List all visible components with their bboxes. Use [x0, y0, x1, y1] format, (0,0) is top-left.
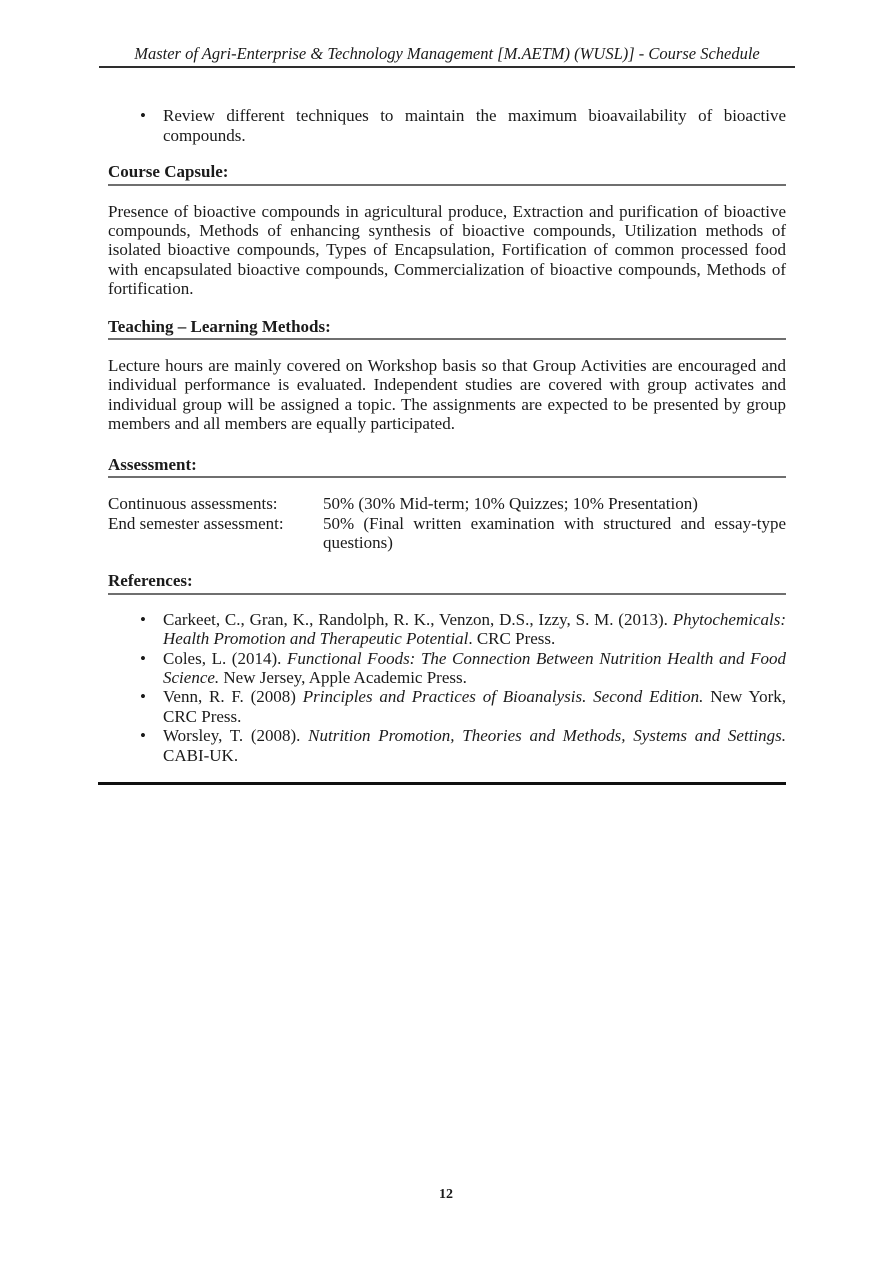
assessment-row [108, 494, 786, 513]
bullet-icon: • [140, 648, 146, 668]
reference-item [108, 610, 786, 649]
page-content [108, 106, 786, 785]
assessment-value: 50% (Final written examination with structured and essay-type questions) [323, 513, 786, 552]
reference-text [163, 649, 786, 687]
page-number: 12 [439, 1187, 453, 1202]
page-header-title: Master of Agri-Enterprise & Technology Management [M.AETM) (WUSL)] - Course Schedule [99, 0, 795, 68]
reference-authors: Coles, L. (2014). [163, 648, 287, 668]
assessment-row [108, 514, 786, 553]
section-heading-course-capsule: Course Capsule: [108, 162, 786, 185]
section-heading-teaching-methods: Teaching – Learning Methods: [108, 317, 786, 340]
intro-bullet-item [108, 106, 786, 145]
reference-authors: Venn, R. F. (2008) [163, 687, 303, 707]
section-heading-assessment: Assessment: [108, 455, 786, 478]
reference-item [108, 687, 786, 726]
reference-text [163, 687, 786, 725]
references-list [108, 610, 786, 765]
reference-item [108, 649, 786, 688]
reference-title: Functional Foods: The Connection Between Nutrition Health and Food Science. [163, 648, 786, 687]
course-capsule-body: Presence of bioactive compounds in agricultural produce, Extraction and purification of bioactive compounds, Methods of enhancing synthesis of bioactive compounds, Utilization methods of isolated bioactive compounds, Types of Encapsulation, Fortification of common processed food with encapsulated bioactive compounds, Commercialization of bioactive compounds, Methods of fortification. [108, 201, 786, 299]
intro-bullet-text: Review different techniques to maintain the maximum bioavailability of bioactive compounds. [163, 106, 786, 145]
assessment-label: Continuous assessments: [108, 494, 278, 514]
reference-item [108, 726, 786, 765]
reference-text [163, 726, 786, 764]
reference-publisher: CABI-UK. [163, 745, 239, 765]
assessment-table [108, 494, 786, 552]
assessment-value: 50% (30% Mid-term; 10% Quizzes; 10% Presentation) [323, 494, 698, 514]
teaching-methods-body: Lecture hours are mainly covered on Workshop basis so that Group Activities are encouraged and individual performance is evaluated. Independent studies are covered with group activates and individual group will be assigned a topic. The assignments are expected to be presented by group members and all members are equally participated. [108, 356, 786, 434]
reference-publisher: New York, CRC Press. [163, 687, 786, 726]
reference-title: Principles and Practices of Bioanalysis. Second Edition. [302, 687, 704, 707]
section-heading-references: References: [108, 571, 786, 594]
reference-title: Nutrition Promotion, Theories and Methods, Systems and Settings. [308, 726, 787, 746]
assessment-label: End semester assessment: [108, 513, 284, 533]
reference-authors: Worsley, T. (2008). [163, 726, 309, 746]
reference-publisher: New Jersey, Apple Academic Press. [219, 667, 467, 687]
bullet-icon: • [140, 687, 146, 707]
bullet-icon: • [140, 609, 146, 629]
bullet-icon: • [140, 726, 146, 746]
reference-authors: Carkeet, C., Gran, K., Randolph, R. K., Venzon, D.S., Izzy, S. M. (2013). [163, 609, 673, 629]
bottom-divider [98, 782, 786, 785]
bullet-icon: • [140, 106, 146, 126]
reference-publisher: . CRC Press. [468, 629, 556, 649]
reference-title: Phytochemicals: Health Promotion and Therapeutic Potential [163, 609, 786, 649]
reference-text [163, 610, 786, 648]
intro-bullet-list [108, 106, 786, 145]
